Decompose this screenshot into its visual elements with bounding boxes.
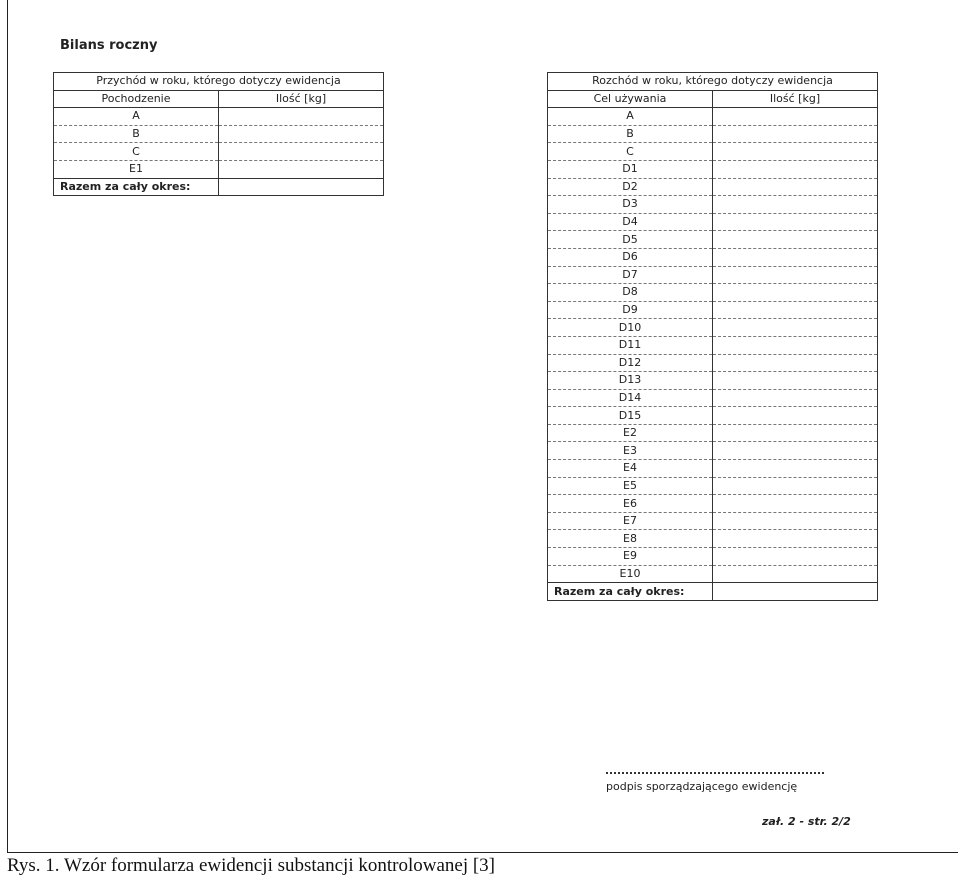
- quantity-cell[interactable]: [713, 372, 878, 390]
- table-row: [548, 213, 878, 231]
- row-code: E4: [548, 460, 713, 478]
- quantity-cell[interactable]: [219, 125, 384, 143]
- quantity-cell[interactable]: [713, 477, 878, 495]
- row-code: D9: [548, 301, 713, 319]
- table-row: [548, 301, 878, 319]
- row-code: E6: [548, 495, 713, 513]
- quantity-column-header: Ilość [kg]: [713, 90, 878, 108]
- table-row: [548, 231, 878, 249]
- table-row: [548, 389, 878, 407]
- table-row: [548, 143, 878, 161]
- table-row: [548, 424, 878, 442]
- quantity-cell[interactable]: [219, 160, 384, 178]
- total-row: [548, 583, 878, 601]
- table-row: [54, 108, 384, 126]
- row-code: D12: [548, 354, 713, 372]
- quantity-cell[interactable]: [713, 424, 878, 442]
- row-code: E1: [54, 160, 219, 178]
- quantity-cell[interactable]: [713, 354, 878, 372]
- quantity-cell[interactable]: [713, 530, 878, 548]
- table-row: [548, 160, 878, 178]
- quantity-cell[interactable]: [713, 213, 878, 231]
- row-code: D15: [548, 407, 713, 425]
- table-row: [548, 284, 878, 302]
- outgoing-balance-table: [547, 72, 878, 601]
- outgoing-table-header: Rozchód w roku, którego dotyczy ewidencja: [548, 73, 878, 91]
- quantity-cell[interactable]: [713, 512, 878, 530]
- quantity-cell[interactable]: [219, 108, 384, 126]
- quantity-cell[interactable]: [713, 442, 878, 460]
- row-code: C: [548, 143, 713, 161]
- row-code: D1: [548, 160, 713, 178]
- quantity-cell[interactable]: [713, 301, 878, 319]
- quantity-cell[interactable]: [713, 495, 878, 513]
- quantity-column-header: Ilość [kg]: [219, 90, 384, 108]
- row-code: D3: [548, 196, 713, 214]
- table-row: [548, 125, 878, 143]
- row-code: D10: [548, 319, 713, 337]
- table-row: [54, 125, 384, 143]
- table-row: [548, 319, 878, 337]
- table-row: [548, 248, 878, 266]
- total-row: [54, 178, 384, 196]
- row-code: E9: [548, 548, 713, 566]
- table-row: [548, 407, 878, 425]
- quantity-cell[interactable]: [713, 407, 878, 425]
- quantity-cell[interactable]: [713, 460, 878, 478]
- table-row: [548, 565, 878, 583]
- table-row: [54, 160, 384, 178]
- quantity-cell[interactable]: [219, 143, 384, 161]
- use-column-header: Cel używania: [548, 90, 713, 108]
- row-code: D7: [548, 266, 713, 284]
- form-title: Bilans roczny: [60, 38, 158, 53]
- row-code: A: [548, 108, 713, 126]
- table-row: [548, 512, 878, 530]
- quantity-cell[interactable]: [713, 160, 878, 178]
- table-row: [548, 477, 878, 495]
- signature-label: podpis sporządzającego ewidencję: [606, 780, 798, 793]
- total-label: Razem za cały okres:: [54, 178, 219, 196]
- quantity-cell[interactable]: [713, 248, 878, 266]
- quantity-cell[interactable]: [713, 108, 878, 126]
- total-quantity-cell[interactable]: [713, 583, 878, 601]
- row-code: D2: [548, 178, 713, 196]
- origin-column-header: Pochodzenie: [54, 90, 219, 108]
- quantity-cell[interactable]: [713, 565, 878, 583]
- row-code: D4: [548, 213, 713, 231]
- quantity-cell[interactable]: [713, 196, 878, 214]
- table-row: [548, 460, 878, 478]
- table-row: [548, 354, 878, 372]
- table-row: [548, 548, 878, 566]
- row-code: D5: [548, 231, 713, 249]
- row-code: B: [548, 125, 713, 143]
- table-row: [548, 266, 878, 284]
- table-row: [548, 372, 878, 390]
- row-code: E10: [548, 565, 713, 583]
- quantity-cell[interactable]: [713, 125, 878, 143]
- table-row: [548, 336, 878, 354]
- page-number: zał. 2 - str. 2/2: [762, 815, 851, 828]
- row-code: C: [54, 143, 219, 161]
- quantity-cell[interactable]: [713, 231, 878, 249]
- total-quantity-cell[interactable]: [219, 178, 384, 196]
- row-code: D11: [548, 336, 713, 354]
- row-code: D13: [548, 372, 713, 390]
- row-code: A: [54, 108, 219, 126]
- quantity-cell[interactable]: [713, 389, 878, 407]
- incoming-table-header: Przychód w roku, którego dotyczy ewidencja: [54, 73, 384, 91]
- row-code: E3: [548, 442, 713, 460]
- table-row: [548, 530, 878, 548]
- quantity-cell[interactable]: [713, 336, 878, 354]
- signature-line: [606, 762, 824, 774]
- figure-caption: Rys. 1. Wzór formularza ewidencji substancji kontrolowanej [3]: [7, 855, 495, 876]
- table-row: [54, 143, 384, 161]
- row-code: D6: [548, 248, 713, 266]
- table-row: [548, 196, 878, 214]
- row-code: E2: [548, 424, 713, 442]
- quantity-cell[interactable]: [713, 266, 878, 284]
- quantity-cell[interactable]: [713, 178, 878, 196]
- table-row: [548, 495, 878, 513]
- table-row: [548, 178, 878, 196]
- table-row: [548, 442, 878, 460]
- total-label: Razem za cały okres:: [548, 583, 713, 601]
- row-code: D14: [548, 389, 713, 407]
- row-code: E8: [548, 530, 713, 548]
- row-code: E7: [548, 512, 713, 530]
- incoming-balance-table: [53, 72, 384, 196]
- row-code: E5: [548, 477, 713, 495]
- quantity-cell[interactable]: [713, 319, 878, 337]
- quantity-cell[interactable]: [713, 143, 878, 161]
- table-row: [548, 108, 878, 126]
- row-code: D8: [548, 284, 713, 302]
- quantity-cell[interactable]: [713, 548, 878, 566]
- row-code: B: [54, 125, 219, 143]
- quantity-cell[interactable]: [713, 284, 878, 302]
